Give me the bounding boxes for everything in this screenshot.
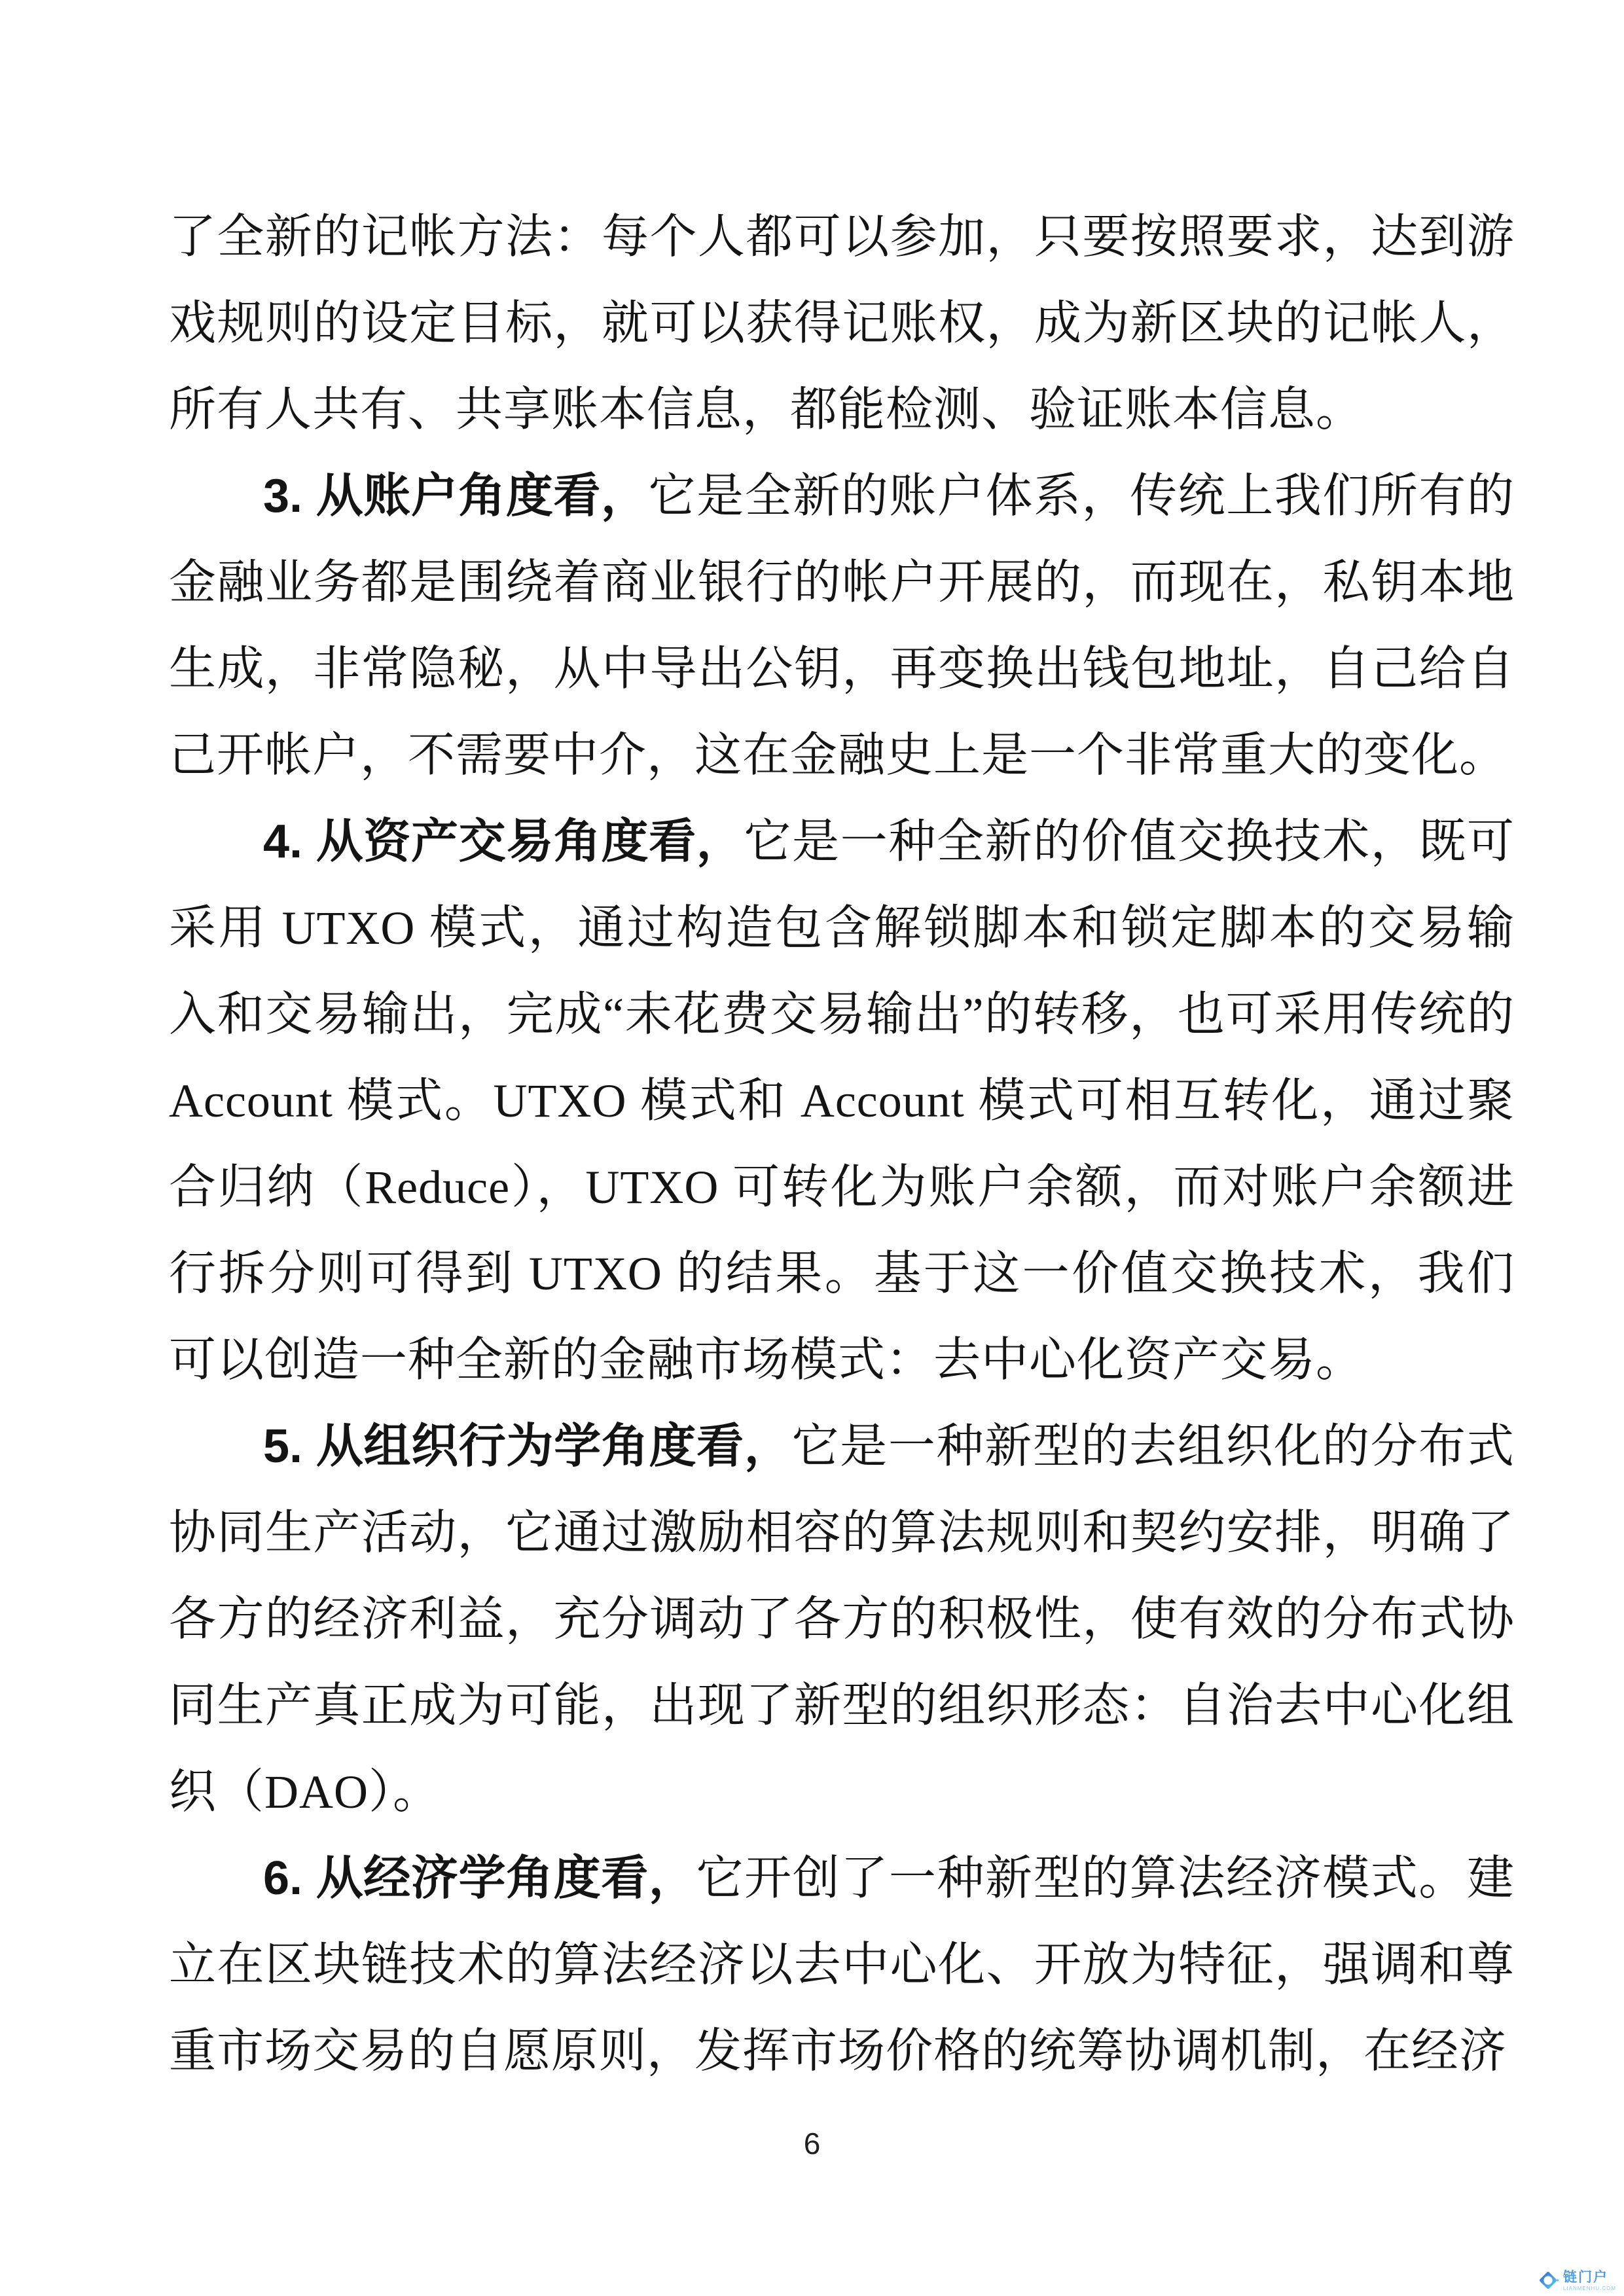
paragraph-text: 它开创了一种新型的算法经济模式。建立在区块链技术的算法经济以去中心化、开放为特征，强调和尊重市场交易的自愿原则，发挥市场价格的统筹协调机制，在经济 [169,1852,1515,2077]
paragraph-lead: 3. 从账户角度看， [263,470,649,522]
diamond-logo-icon [1538,2270,1560,2292]
page-number: 6 [803,2126,821,2161]
paragraph-text: 它是一种全新的价值交换技术，既可采用 UTXO 模式，通过构造包含解锁脚本和锁定脚本的交易输入和交易输出，完成“未花费交易输出”的转移，也可采用传统的 Account 模式。UTXO 模式和 Account 模式可相互转化，通过聚合归纳（Reduce），UTXO 可转化为账户余额，而对账户余额进行拆分则可得到 UTXO 的结果。基于这一价值交换技术，我们可以创造一种全新的金融市场模式：去中心化资产交易。 [169,816,1515,1386]
watermark-brand-text: 链门户 [1562,2270,1608,2285]
paragraph-continuation [169,194,1515,453]
paragraph-economics-perspective [169,1835,1515,2094]
watermark-text [1563,2270,1616,2291]
watermark [1538,2270,1616,2292]
paragraph-lead: 5. 从组织行为学角度看， [263,1420,792,1473]
document-body [169,194,1515,2094]
page-footer [0,2126,1624,2161]
paragraph-text: 它是全新的账户体系，传统上我们所有的金融业务都是围绕着商业银行的帐户开展的，而现在，私钥本地生成，非常隐秘，从中导出公钥，再变换出钱包地址，自己给自己开帐户，不需要中介，这在金融史上是一个非常重大的变化。 [169,470,1515,781]
paragraph-text: 它是一种新型的去组织化的分布式协同生产活动，它通过激励相容的算法规则和契约安排，明确了各方的经济利益，充分调动了各方的积极性，使有效的分布式协同生产真正成为可能，出现了新型的组织形态：自治去中心化组织（DAO）。 [169,1420,1515,1818]
paragraph-lead: 4. 从资产交易角度看， [263,816,744,868]
paragraph-lead: 6. 从经济学角度看， [263,1852,696,1905]
paragraph-organizational-behavior-perspective [169,1403,1515,1835]
paragraph-text: 了全新的记帐方法：每个人都可以参加，只要按照要求，达到游戏规则的设定目标，就可以获得记账权，成为新区块的记帐人，所有人共有、共享账本信息，都能检测、验证账本信息。 [169,211,1515,436]
paragraph-account-perspective [169,453,1515,798]
watermark-domain-text: LIANMENHU.COM [1562,2286,1616,2291]
paragraph-asset-trading-perspective [169,798,1515,1403]
